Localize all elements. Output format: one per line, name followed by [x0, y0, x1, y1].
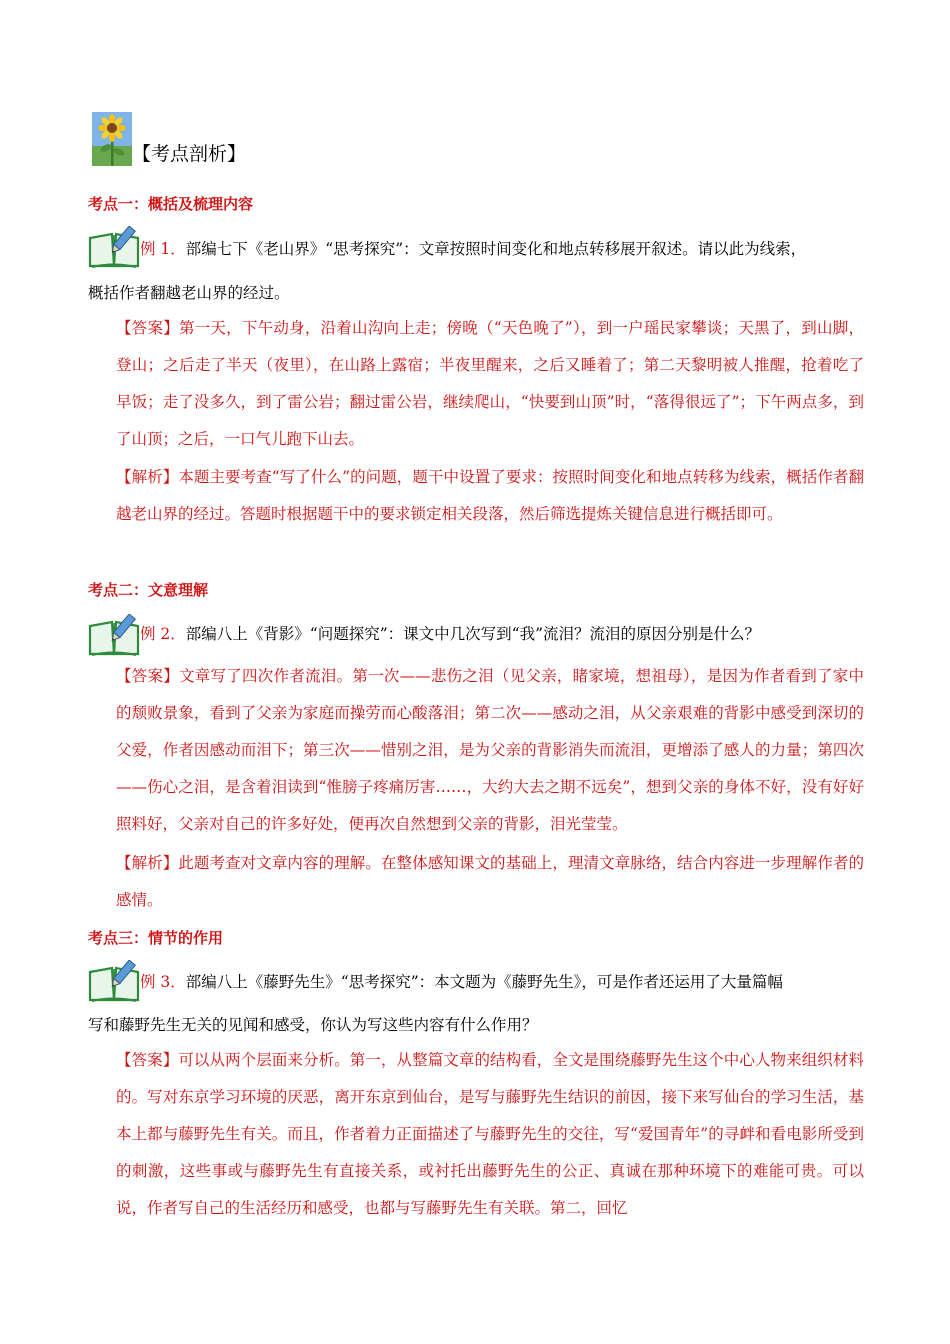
analysis-block [116, 845, 864, 919]
answer-label: 【答案】 [116, 1051, 179, 1069]
answer-text: 可以从两个层面来分析。第一，从整篇文章的结构看，全文是围绕藤野先生这个中心人物来组织材料的。写对东京学习环境的厌恶，离开东京到仙台，是写与藤野先生结识的前因，接下来写仙台的学习生活，基本上都与藤野先生有关。而且，作者着力正面描述了与藤野先生的交往，写“爱国青年”的寻衅和看电影所受到的刺激，这些事或与藤野先生有直接关系，或衬托出藤野先生的公正、真诚在那种环境下的难能可贵。可以说，作者写自己的生活经历和感受，也都与写藤野先生有关联。第二，回忆 [116, 1051, 864, 1217]
book-pencil-icon [88, 960, 140, 1004]
analysis-text: 此题考查对文章内容的理解。在整体感知课文的基础上，理清文章脉络，结合内容进一步理解作者的感情。 [116, 854, 864, 909]
answer-block [116, 1042, 864, 1227]
question-3-line-2: 写和藤野先生无关的见闻和感受，你认为写这些内容有什么作用？ [88, 1016, 538, 1034]
section-title: 【考点剖析】 [132, 143, 247, 165]
question-1-line-1 [140, 238, 806, 260]
question-3-line-1 [140, 971, 783, 993]
question-text: 部编八上《背影》“问题探究”：课文中几次写到“我”流泪？流泪的原因分别是什么？ [185, 625, 760, 643]
kaodian-heading-2: 考点二：文意理解 [88, 581, 209, 599]
book-pencil-icon [88, 614, 140, 658]
answer-block [116, 658, 864, 843]
kaodian-heading-3: 考点三：情节的作用 [88, 929, 224, 947]
analysis-label: 【解析】 [116, 468, 179, 486]
example-number: 例 1． [140, 240, 186, 258]
question-text: 部编八上《藤野先生》“思考探究”：本文题为《藤野先生》，可是作者还运用了大量篇幅 [185, 973, 783, 991]
kaodian-heading-1: 考点一：概括及梳理内容 [88, 195, 254, 213]
answer-text: 文章写了四次作者流泪。第一次——悲伤之泪（见父亲，睹家境，想祖母），是因为作者看到了家中的颓败景象，看到了父亲为家庭而操劳而心酸落泪；第二次——感动之泪，从父亲艰难的背影中感受到深切的父爱，作者因感动而泪下；第三次——惜别之泪，是为父亲的背影消失而流泪，更增添了感人的力量；第四次——伤心之泪，是含着泪读到“惟膀子疼痛厉害……，大约大去之期不远矣”，想到父亲的身体不好，没有好好照料好，父亲对自己的许多好处，便再次自然想到父亲的背影，泪光莹莹。 [116, 667, 864, 833]
answer-label: 【答案】 [116, 319, 179, 337]
example-number: 例 2． [140, 625, 186, 643]
analysis-label: 【解析】 [116, 854, 179, 872]
question-2-line-1 [140, 623, 760, 645]
answer-text: 第一天，下午动身，沿着山沟向上走；傍晚（“天色晚了”），到一户瑶民家攀谈；天黑了，到山脚，登山；之后走了半天（夜里），在山路上露宿；半夜里醒来，之后又睡着了；第二天黎明被人推醒，抢着吃了早饭；走了没多久，到了雷公岩；翻过雷公岩，继续爬山，“快要到山顶”时，“落得很远了”；下午两点多，到了山顶；之后，一口气儿跑下山去。 [116, 319, 864, 448]
sunflower-icon [92, 112, 132, 166]
book-pencil-icon [88, 226, 140, 270]
analysis-text: 本题主要考查“写了什么”的问题，题干中设置了要求：按照时间变化和地点转移为线索，概括作者翻越老山界的经过。答题时根据题干中的要求锁定相关段落，然后筛选提炼关键信息进行概括即可。 [116, 468, 864, 523]
analysis-block [116, 459, 864, 533]
answer-block [116, 310, 864, 458]
answer-label: 【答案】 [116, 667, 180, 685]
example-number: 例 3． [140, 973, 186, 991]
question-1-line-2: 概括作者翻越老山界的经过。 [88, 284, 290, 302]
question-text: 部编七下《老山界》“思考探究”：文章按照时间变化和地点转移展开叙述。请以此为线索， [185, 240, 807, 258]
